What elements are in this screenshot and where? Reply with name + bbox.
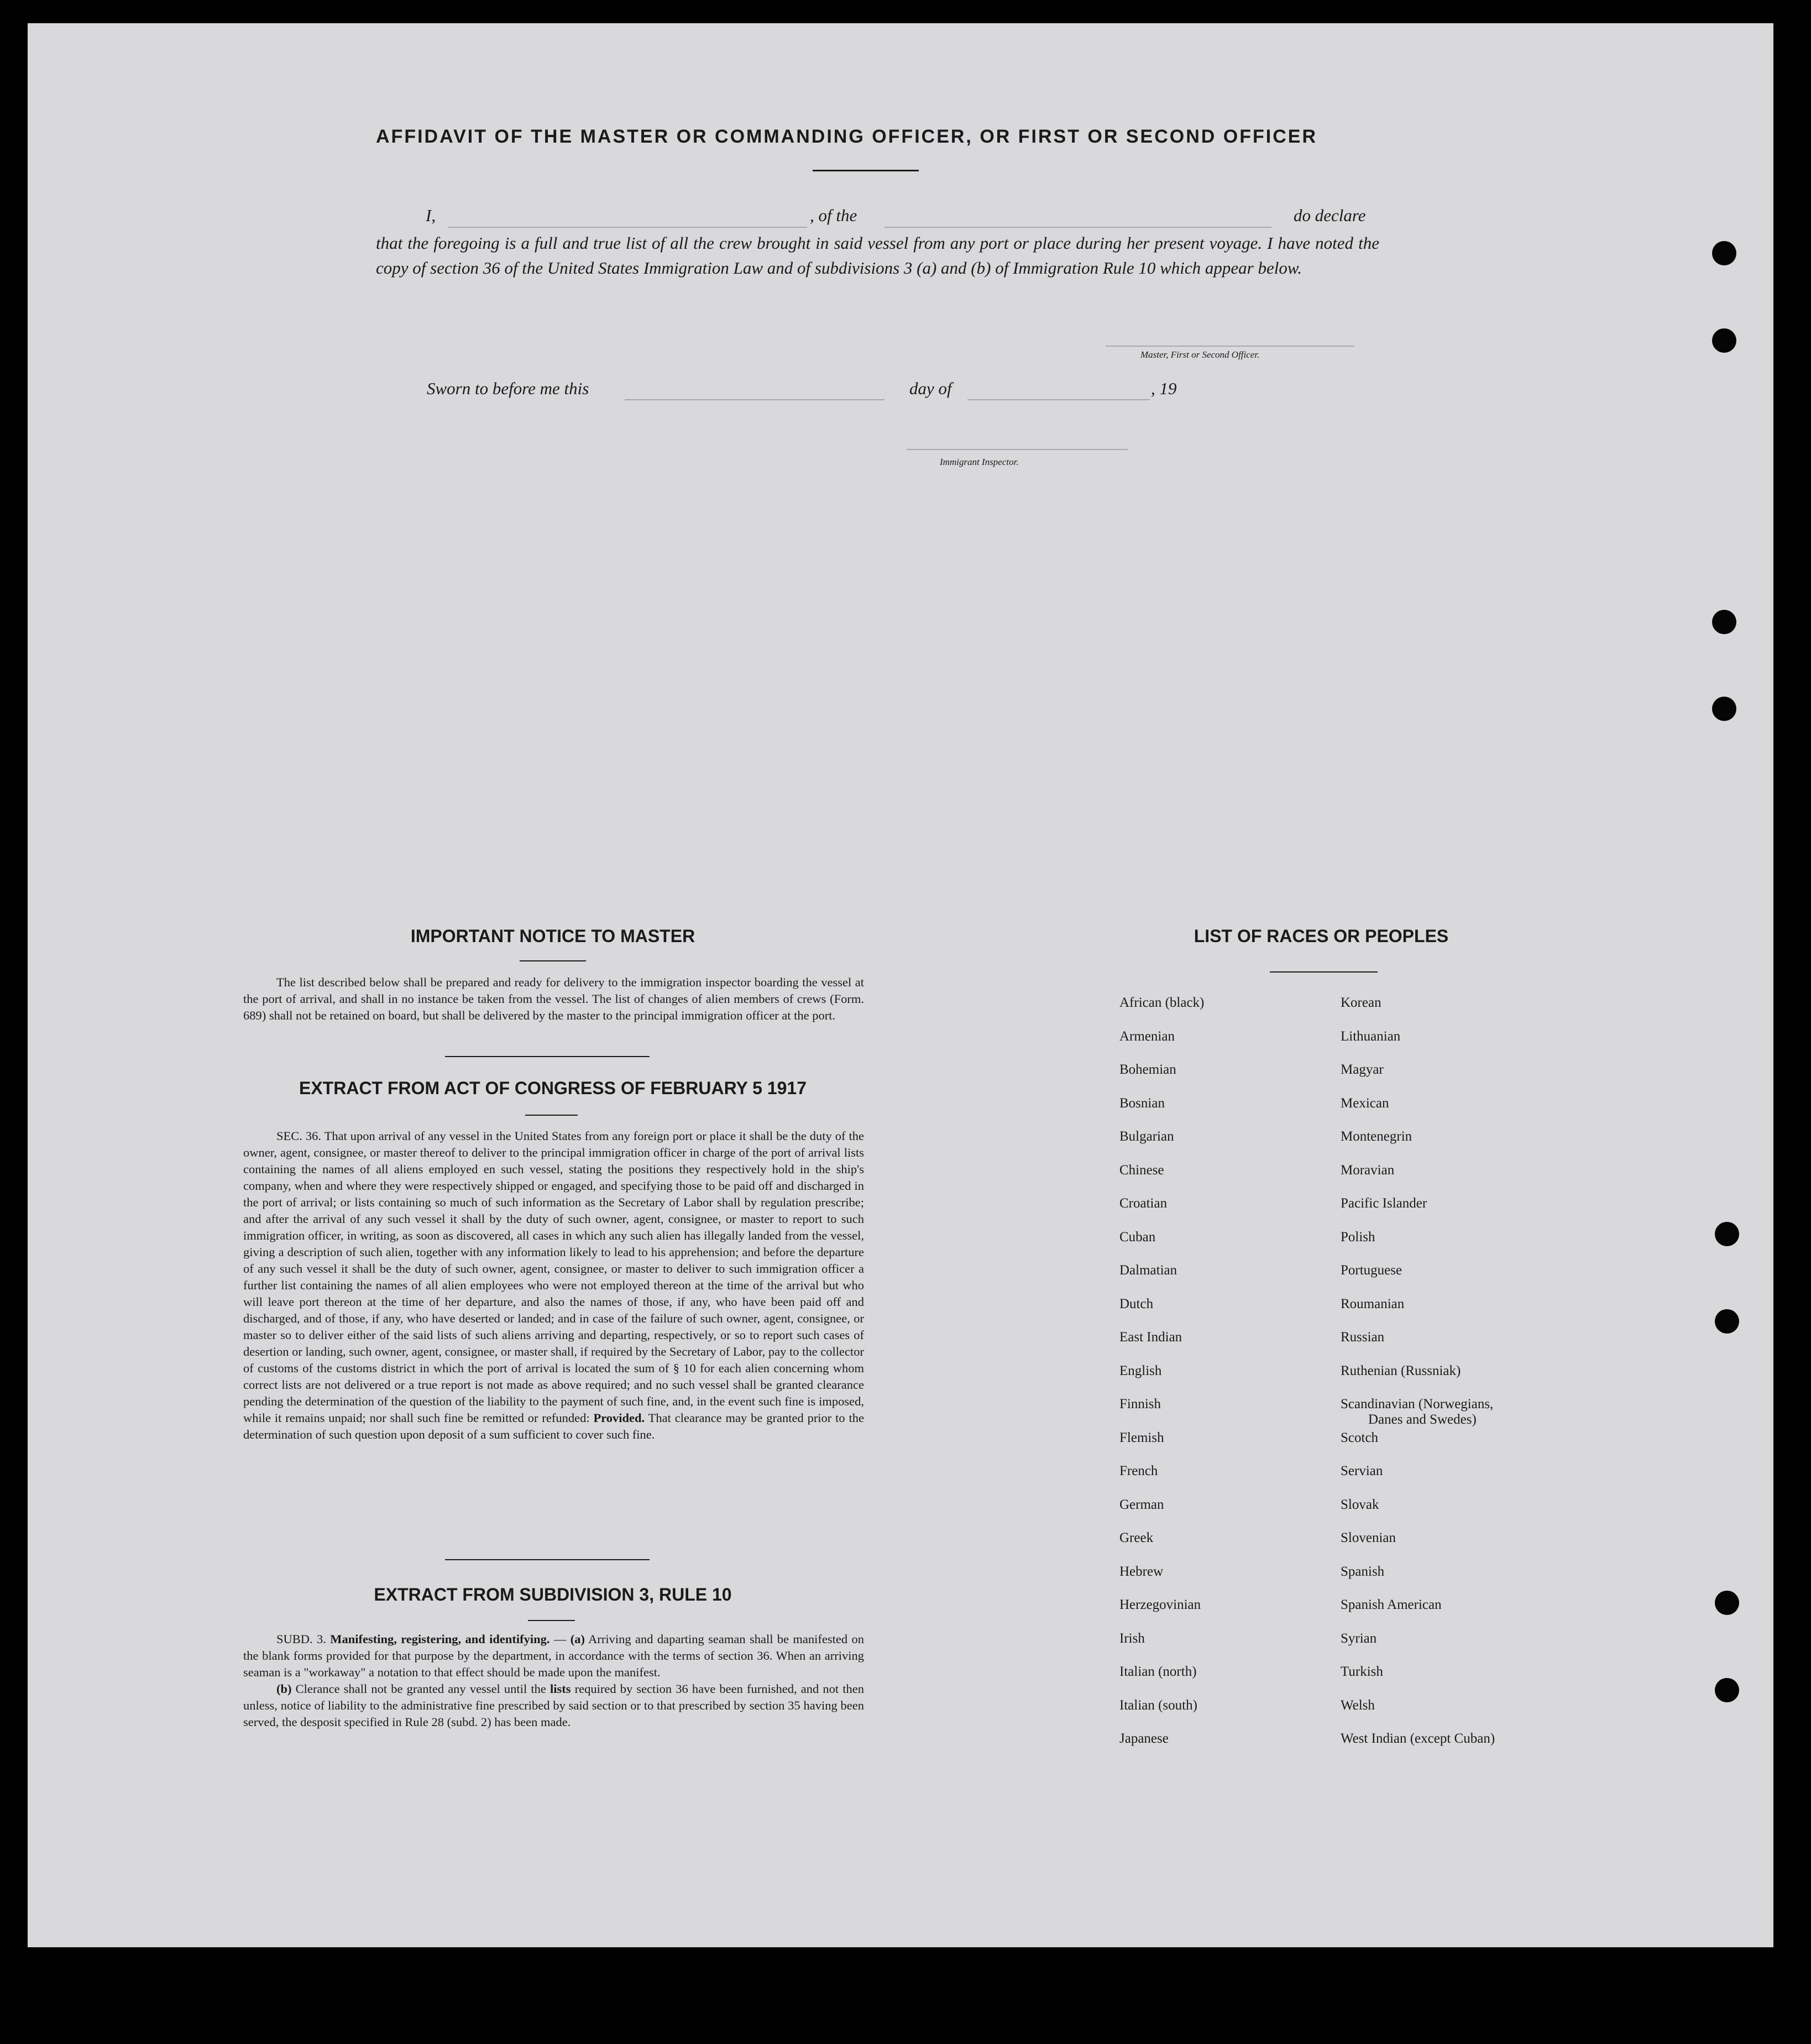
race-item (1341, 1230, 1551, 1263)
race-name: Slovenian (1341, 1530, 1396, 1545)
notice-text (243, 974, 864, 1024)
race-name: Cuban (1119, 1229, 1156, 1245)
subd-b-lists: lists (549, 1682, 571, 1696)
notice-paragraph: The list described below shall be prepared and ready for delivery to the immigration inspector boarding the vessel at the port of arrival, and shall in no instance be taken from the vessel. The list of changes of alien members of crews (Form. 689) shall not be retained on board, but shall be delivered by the master to the principal immigration officer at the port. (243, 975, 864, 1022)
races-title: LIST OF RACES OR PEOPLES (1194, 926, 1449, 946)
declare-label: do declare (1294, 206, 1366, 225)
section-divider (445, 1056, 650, 1057)
race-item (1341, 1263, 1551, 1297)
race-name: Syrian (1341, 1630, 1377, 1646)
race-name: Roumanian (1341, 1296, 1405, 1311)
race-item (1119, 1330, 1330, 1363)
binder-hole (1715, 1678, 1739, 1702)
race-item (1341, 1330, 1551, 1363)
day-of-label: day of (909, 379, 952, 398)
signature-label: Master, First or Second Officer. (1140, 349, 1260, 360)
race-name: Slovak (1341, 1497, 1379, 1512)
vessel-name-blank[interactable] (884, 227, 1271, 228)
race-item (1119, 1297, 1330, 1330)
race-item (1341, 1430, 1551, 1464)
race-name: Montenegrin (1341, 1129, 1412, 1144)
race-name: Servian (1341, 1463, 1383, 1478)
race-name: Ruthenian (Russniak) (1341, 1363, 1461, 1378)
declaration-text: that the foregoing is a full and true list of all the crew brought in said vessel from any port or place during her present voyage. I have noted the copy of section 36 of the United States Immigration Law and of subdivisions 3 (a) and (b) of Immigration Rule 10 which appear below. (376, 233, 1379, 278)
race-name: Korean (1341, 995, 1381, 1010)
subd-b-text-1: Clerance shall not be granted any vessel until the (295, 1682, 546, 1696)
binder-hole (1715, 1222, 1739, 1246)
race-name: Flemish (1119, 1430, 1164, 1445)
declarant-name-blank[interactable] (448, 227, 807, 228)
race-name: Dutch (1119, 1296, 1154, 1311)
race-name: East Indian (1119, 1330, 1182, 1345)
notice-title-underline (520, 960, 586, 961)
race-item (1119, 1698, 1330, 1732)
race-name: Japanese (1119, 1731, 1169, 1746)
race-item (1341, 1530, 1551, 1564)
year-label: , 19 (1151, 379, 1177, 398)
race-name: French (1119, 1463, 1158, 1478)
act-text-part2: That clearance may be granted prior to the determination of such question upon deposit of a sum sufficient to cover such fine. (243, 1411, 865, 1441)
race-item (1119, 1230, 1330, 1263)
race-name: Dalmatian (1119, 1263, 1177, 1278)
race-item (1119, 1430, 1330, 1464)
subd-b-label: (b) (276, 1682, 292, 1696)
declarant-label: I, (426, 206, 436, 225)
race-name: Moravian (1341, 1162, 1395, 1178)
race-item (1119, 1497, 1330, 1531)
race-item (1119, 1631, 1330, 1665)
race-name: Bosnian (1119, 1095, 1165, 1111)
race-name: Greek (1119, 1530, 1154, 1545)
race-name: Mexican (1341, 1095, 1389, 1111)
race-item (1341, 1664, 1551, 1698)
provided-term: Provided. (593, 1411, 645, 1425)
binder-hole (1712, 610, 1736, 634)
race-name: Italian (north) (1119, 1664, 1197, 1679)
race-name: Herzegovinian (1119, 1597, 1201, 1612)
race-name: Bulgarian (1119, 1129, 1174, 1144)
race-item (1341, 1196, 1551, 1230)
binder-hole (1712, 328, 1736, 353)
race-name: Bohemian (1119, 1062, 1176, 1077)
race-item (1119, 1163, 1330, 1196)
race-item (1119, 1029, 1330, 1063)
race-name: Finnish (1119, 1397, 1161, 1412)
affidavit-title: AFFIDAVIT OF THE MASTER OR COMMANDING OFFICER, OR FIRST OR SECOND OFFICER (376, 126, 1317, 147)
races-column-2 (1341, 995, 1551, 1765)
act-text-part1: SEC. 36. That upon arrival of any vessel in the United States from any foreign port or place it shall be the duty of the owner, agent, consignee, or master thereof to deliver to the principal immigration officer in charge of the port of arrival lists containing the names of all aliens employed en such vessel, stating the positions they respectively hold in the ship's company, when and where they were respectively shipped or engaged, and specifying those to be paid off and discharged in the port of arrival; or lists containing so much of such information as the Secretary of Labor shall by regulation prescribe; and after the arrival of any such vessel it shall by the duty of such owner, agent, consignee, or master to report to such immigration officer, in writing, as soon as discovered, all cases in which any such alien has illegally landed from the vessel, giving a description of such alien, together with any information likely to lead to his apprehension; and before the departure of any such vessel it shall be the duty of such owner, agent, consignee, or master to deliver to such immigration officer a further list containing the names of all alien employees who were not employed thereon at the time of the arrival but who will leave port thereon at the time of her departure, and also the names of those, if any, who have been paid off and discharged, and of those, if any, who have deserted or landed; and in case of the failure of such owner, agent, consignee, or master so to deliver either of the said lists of such aliens arriving and departing, respectively, or so to report such cases of desertion or landing, such owner, agent, consignee, or master shall, if required by the Secretary of Labor, pay to the collector of customs of the customs district in which the port of arrival is located the sum of § 10 for each alien concerning whom correct lists are not delivered or a true report is not made as above required; and no such vessel shall be granted clearance pending the determination of the question of the liability to the payment of such fine, and, in the event such fine is imposed, while it remains unpaid; nor shall such fine be remitted or refunded: (243, 1129, 864, 1425)
race-item (1341, 1564, 1551, 1598)
race-item (1341, 1163, 1551, 1196)
race-item (1119, 1564, 1330, 1598)
inspector-label: Immigrant Inspector. (940, 457, 1019, 467)
race-item (1119, 1196, 1330, 1230)
race-item (1119, 1263, 1330, 1297)
race-item (1119, 1597, 1330, 1631)
race-item (1119, 995, 1330, 1029)
race-item (1119, 1096, 1330, 1130)
race-name: Spanish (1341, 1564, 1385, 1579)
race-name: Welsh (1341, 1697, 1375, 1713)
act-extract-text (243, 1128, 864, 1443)
race-name: Turkish (1341, 1664, 1383, 1679)
race-name: English (1119, 1363, 1162, 1378)
race-item (1341, 1363, 1551, 1397)
race-name: Pacific Islander (1341, 1196, 1427, 1211)
inspector-signature-line[interactable] (907, 449, 1128, 450)
race-name: Chinese (1119, 1162, 1164, 1178)
race-name: Lithuanian (1341, 1028, 1401, 1044)
title-underline (813, 170, 919, 171)
races-title-underline (1270, 971, 1378, 973)
subd-a-text: Arriving and daparting seaman shall be manifested on the blank forms provided for that purpose by the department, in accordance with the terms of section 36. When an arriving seaman is a "workaway" a notation to that effect should be made upon the manifest. (243, 1632, 865, 1679)
race-item (1119, 1530, 1330, 1564)
race-name: Scotch (1341, 1430, 1379, 1445)
act-extract-title: EXTRACT FROM ACT OF CONGRESS OF FEBRUARY 5 1917 (299, 1078, 807, 1098)
race-item (1341, 1463, 1551, 1497)
race-item (1341, 1096, 1551, 1130)
race-item (1341, 1029, 1551, 1063)
race-name: Spanish American (1341, 1597, 1442, 1612)
race-name: Irish (1119, 1630, 1145, 1646)
race-name: Croatian (1119, 1196, 1168, 1211)
race-item (1119, 1463, 1330, 1497)
sworn-label: Sworn to before me this (427, 379, 589, 398)
of-the-label: , of the (810, 206, 857, 225)
sworn-day-blank[interactable] (625, 399, 884, 400)
race-item (1119, 1664, 1330, 1698)
rule-extract-title: EXTRACT FROM SUBDIVISION 3, RULE 10 (374, 1585, 732, 1604)
race-item (1341, 995, 1551, 1029)
race-name: Polish (1341, 1229, 1375, 1245)
race-name: Portuguese (1341, 1263, 1402, 1278)
race-item (1341, 1129, 1551, 1163)
rule-extract-text (243, 1631, 864, 1731)
race-name: West Indian (except Cuban) (1341, 1731, 1495, 1746)
race-name: Italian (south) (1119, 1697, 1197, 1713)
race-item (1119, 1397, 1330, 1430)
subd-heading: Manifesting, registering, and identifying. (330, 1632, 550, 1646)
binder-hole (1715, 1309, 1739, 1334)
sworn-month-blank[interactable] (967, 399, 1150, 400)
subd-label: SUBD. 3. (276, 1632, 326, 1646)
race-item (1341, 1297, 1551, 1330)
binder-hole (1712, 697, 1736, 721)
race-item (1119, 1363, 1330, 1397)
race-name-continuation: Danes and Swedes) (1368, 1412, 1477, 1427)
race-item (1119, 1129, 1330, 1163)
race-item (1341, 1397, 1551, 1430)
races-column-1 (1119, 995, 1330, 1765)
race-item (1119, 1731, 1330, 1765)
signature-line[interactable] (1106, 346, 1354, 347)
race-item (1341, 1062, 1551, 1096)
race-item (1341, 1731, 1551, 1765)
race-name: Scandinavian (Norwegians, (1341, 1397, 1494, 1412)
section-divider (445, 1559, 650, 1560)
subd-dash: — (553, 1632, 567, 1646)
race-item (1119, 1062, 1330, 1096)
binder-hole (1715, 1591, 1739, 1615)
act-title-underline (525, 1115, 578, 1116)
race-name: German (1119, 1497, 1164, 1512)
race-item (1341, 1497, 1551, 1531)
subd-a-label: (a) (570, 1632, 585, 1646)
rule-title-underline (528, 1620, 575, 1621)
race-item (1341, 1698, 1551, 1732)
race-name: Russian (1341, 1330, 1385, 1345)
race-item (1341, 1631, 1551, 1665)
race-name: Hebrew (1119, 1564, 1164, 1579)
notice-title: IMPORTANT NOTICE TO MASTER (410, 926, 695, 946)
race-name: Magyar (1341, 1062, 1384, 1077)
subd-b-text-2: required by section 36 have been furnished, and not then unless, notice of liability to the administrative fine prescribed by said section or to that prescribed by section 35 having been served, the desposit specified in Rule 28 (subd. 2) has been made. (243, 1682, 865, 1729)
race-name: African (black) (1119, 995, 1205, 1010)
race-name: Armenian (1119, 1028, 1175, 1044)
binder-hole (1712, 241, 1736, 265)
race-item (1341, 1597, 1551, 1631)
